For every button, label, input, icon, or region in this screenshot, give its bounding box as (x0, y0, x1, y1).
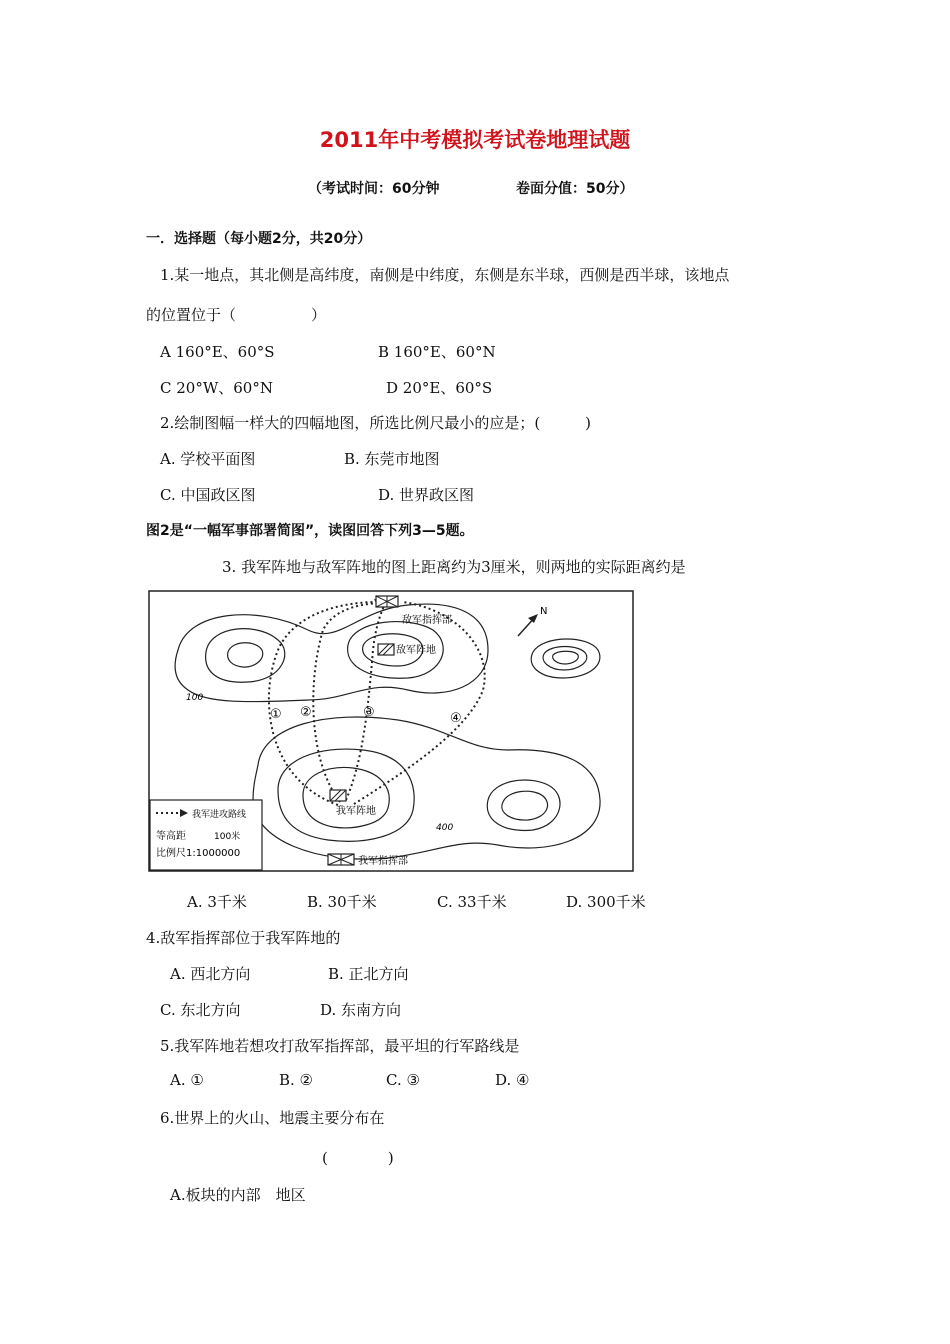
figure-intro: 图2是“一幅军事部署简图”，读图回答下列3—5题。 (146, 523, 474, 539)
q1-stem-line2: 的位置位于（ ） (146, 306, 327, 324)
q1-option-a: A 160°E、60°S (160, 343, 275, 361)
our-position-label: 我军阵地 (336, 806, 376, 817)
legend-interval-label: 等高距 (156, 831, 186, 842)
q5-stem: 5.我军阵地若想攻打敌军指挥部，最平坦的行军路线是 (160, 1037, 520, 1055)
q4-option-a: A. 西北方向 (170, 965, 251, 983)
q2-option-d: D. 世界政区图 (378, 486, 475, 504)
route-1-label: ① (270, 707, 282, 722)
contour-100-label: 100 (186, 693, 204, 703)
legend-interval-value: 100米 (214, 832, 241, 842)
q1-stem-line1: 1.某一地点，其北侧是高纬度，南侧是中纬度，东侧是东半球，西侧是西半球，该地点 (160, 266, 730, 284)
q1-option-d: D 20°E、60°S (386, 379, 493, 397)
q3-option-b: B. 30千米 (307, 893, 377, 911)
q2-option-c: C. 中国政区图 (160, 486, 256, 504)
exam-time: （考试时间：60分钟 (308, 181, 440, 197)
contour-400-label: 400 (436, 823, 454, 833)
our-hq-label: 我军指挥部 (358, 856, 408, 867)
q6-option-a: A.板块的内部 地区 (170, 1186, 306, 1204)
q5-option-d: D. ④ (495, 1071, 530, 1089)
military-map (148, 590, 634, 872)
q2-stem: 2.绘制图幅一样大的四幅地图，所选比例尺最小的应是；( ) (160, 414, 592, 432)
route-4-label: ④ (450, 711, 462, 726)
legend-route-label: 我军进攻路线 (192, 810, 247, 820)
our-position-symbol (330, 790, 346, 801)
exam-score: 卷面分值：50分） (516, 181, 634, 197)
q5-option-c: C. ③ (386, 1071, 420, 1089)
enemy-position-symbol (378, 644, 394, 655)
q1-option-c: C 20°W、60°N (160, 379, 273, 397)
q6-answer-paren: ( ) (322, 1149, 394, 1167)
q3-stem: 3. 我军阵地与敌军阵地的图上距离约为3厘米，则两地的实际距离约是 (222, 558, 686, 576)
q4-stem: 4.敌军指挥部位于我军阵地的 (146, 929, 341, 947)
route-3-label: ③ (363, 705, 375, 720)
page-title: 2011年中考模拟考试卷地理试题 (319, 128, 631, 152)
q4-option-b: B. 正北方向 (328, 965, 409, 983)
legend-scale-label: 比例尺1:1000000 (156, 848, 241, 859)
q3-option-c: C. 33千米 (437, 893, 507, 911)
enemy-position-label: 敌军阵地 (396, 645, 436, 656)
q2-option-a: A. 学校平面图 (160, 450, 256, 468)
route-2-label: ② (300, 705, 312, 720)
section-heading: 一．选择题（每小题2分，共20分） (146, 231, 372, 247)
q5-option-b: B. ② (279, 1071, 314, 1089)
north-label: N (540, 606, 548, 617)
q3-option-d: D. 300千米 (566, 893, 646, 911)
q3-option-a: A. 3千米 (187, 893, 247, 911)
q6-stem: 6.世界上的火山、地震主要分布在 (160, 1109, 385, 1127)
q5-option-a: A. ① (170, 1071, 204, 1089)
q2-option-b: B. 东莞市地图 (344, 450, 440, 468)
q1-option-b: B 160°E、60°N (378, 343, 496, 361)
enemy-hq-label: 敌军指挥部 (402, 615, 452, 626)
q4-option-d: D. 东南方向 (320, 1001, 402, 1019)
q4-option-c: C. 东北方向 (160, 1001, 241, 1019)
